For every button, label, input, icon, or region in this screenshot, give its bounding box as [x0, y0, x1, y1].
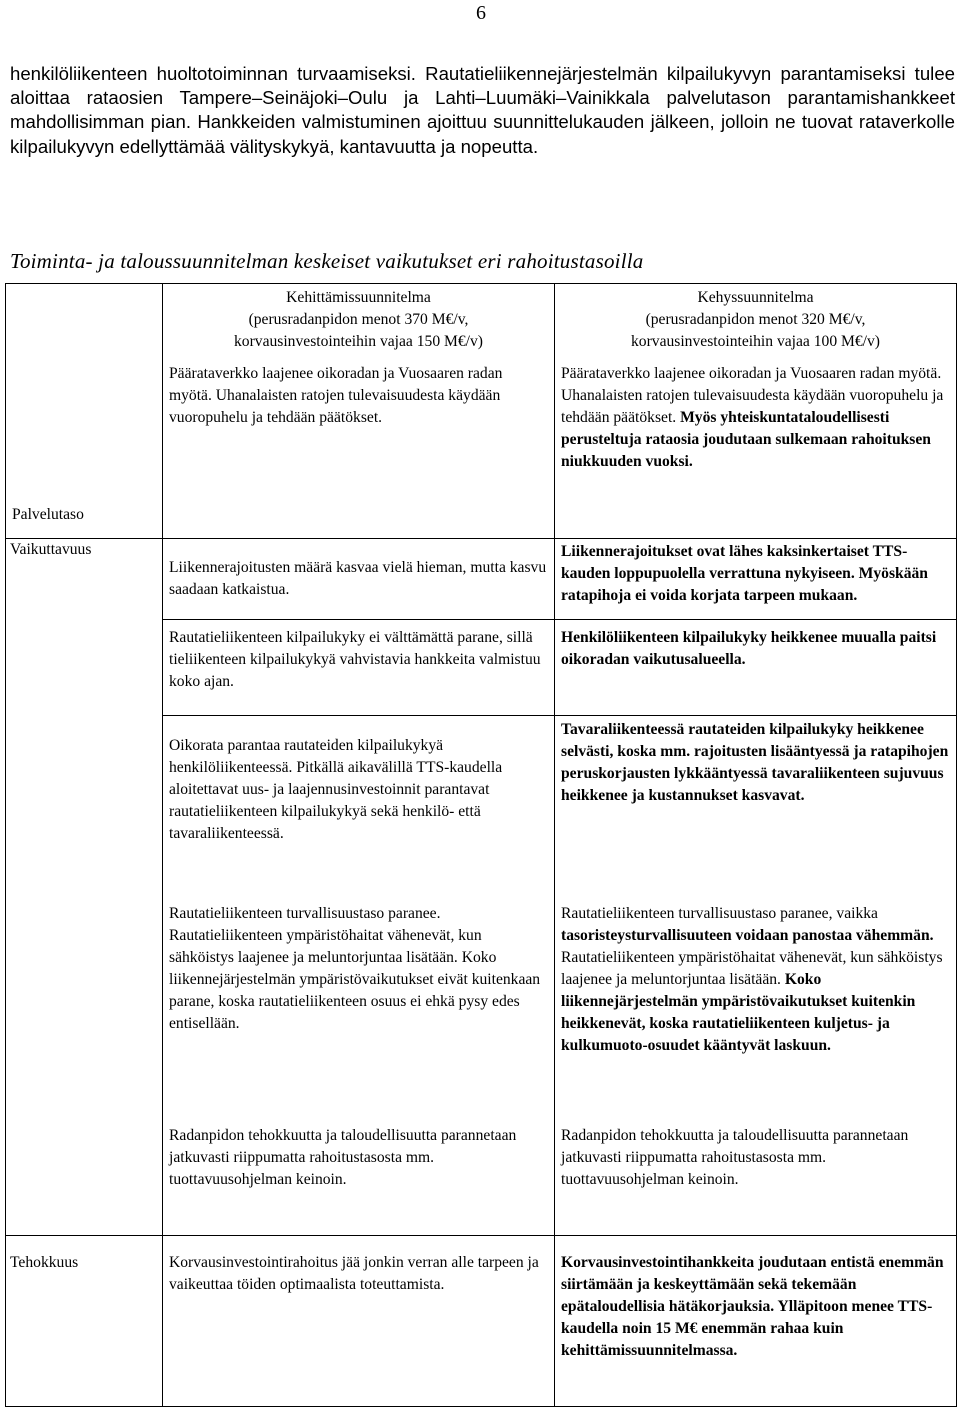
page-number: 6: [476, 2, 486, 24]
cell-kehys-vaikuttavuus: [555, 538, 957, 1235]
row-label-tehokkuus: Tehokkuus: [6, 1236, 163, 1407]
intro-paragraph: henkilöliikenteen huoltotoiminnan turvaamiseksi. Rautatieliikennejärjestelmän kilpailukyvyn parantamiseksi tulee aloittaa rataosien Tampere–Seinäjoki–Oulu ja Lahti–Luumäki–Vainikkala palvelutason parantamishankkeet mahdollisimman pian. Hankkeiden valmistuminen ajoittuu suunnittelukauden jälkeen, jolloin ne tuovat rataverkolle kilpailukyvyn edellyttämää välityskykyä, kantavuutta ja nopeutta.: [10, 63, 955, 157]
cell-text: Radanpidon tehokkuutta ja taloudellisuutta parannetaan jatkuvasti riippumatta rahoitustasosta mm. tuottavuusohjelman keinoin.: [561, 1126, 909, 1188]
cell-kehys-tehokkuus: [555, 1236, 957, 1407]
cell-text: Liikennerajoitukset ovat lähes kaksinkertaiset TTS-kauden loppupuolella verrattuna nykyiseen. Myöskään ratapihoja ei voida korjata tarpeen mukaan.: [561, 542, 928, 604]
divider: [554, 619, 957, 620]
table-row: [6, 284, 957, 539]
cell-text: Radanpidon tehokkuutta ja taloudellisuutta parannetaan jatkuvasti riippumatta rahoitustasosta mm. tuottavuusohjelman keinoin.: [169, 1126, 517, 1188]
cell-text: Rautatieliikenteen kilpailukyky ei välttämättä parane, sillä tieliikenteen kilpailukykyä vahvistavia hankkeita valmistuu koko ajan.: [169, 628, 541, 690]
table-row: [6, 1236, 957, 1407]
column-header-kehittamis: Kehittämissuunnitelma (perusradanpidon menot 370 M€/v, korvausinvestointeihin vajaa 150 M€/v): [233, 289, 484, 350]
cell-kehys-palvelutaso: [555, 284, 957, 539]
cell-text: Oikorata parantaa rautateiden kilpailukykyä henkilöliikenteessä. Pitkällä aikavälillä TTS-kaudella aloitettavat uus- ja laajennusinvestoinnit parantavat rautatieliikenteen kilpailukykyä sekä henkilö- että tavaraliikenteessä.: [169, 736, 503, 842]
row-label-palvelutaso: Palvelutaso: [6, 284, 163, 539]
cell-text: Henkilöliikenteen kilpailukyky heikkenee muualla paitsi oikoradan vaikutusalueella.: [561, 628, 937, 668]
cell-text: Rautatieliikenteen turvallisuustaso paranee, vaikka tasoristeysturvallisuuteen voidaan panostaa vähemmän. Rautatieliikenteen ympäristöhaitat vähenevät, kun sähköistys laajenee ja meluntorjuntaa lisätään. Koko liikennejärjestelmän ympäristövaikutukset kuitenkin heikkenevät, koska rautatieliikenteen kuljetus- ja kulkumuoto-osuudet kääntyvät laskuun.: [561, 904, 943, 1054]
cell-text: Rautatieliikenteen turvallisuustaso paranee. Rautatieliikenteen ympäristöhaitat vähenevät, kun sähköistys laajenee ja meluntorjuntaa lisätään. Koko liikennejärjestelmän ympäristövaikutukset eivät kuitenkaan parane, koska rautatieliikenteen osuus ei ehkä pysy edes entisellään.: [169, 904, 541, 1032]
cell-text: Liikennerajoitusten määrä kasvaa vielä hieman, mutta kasvu saadaan katkaistua.: [169, 558, 547, 598]
column-header-kehys: Kehyssuunnitelma (perusradanpidon menot 320 M€/v, korvausinvestointeihin vajaa 100 M€/v): [630, 289, 881, 350]
cell-kehittamis-tehokkuus: [163, 1236, 555, 1407]
divider: [554, 715, 957, 716]
divider: [162, 619, 555, 620]
table-row: [6, 538, 957, 1235]
cell-kehittamis-vaikuttavuus: [163, 538, 555, 1235]
impact-table: [5, 283, 957, 1407]
cell-text: Korvausinvestointihankkeita joudutaan entistä enemmän siirtämään ja keskeyttämään sekä tekemään epätaloudellisia hätäkorjauksia. Ylläpitoon menee TTS-kaudella noin 15 M€ enemmän rahaa kuin kehittämissuunnitelmassa.: [561, 1254, 944, 1360]
cell-text: Päärataverkko laajenee oikoradan ja Vuosaaren radan myötä. Uhanalaisten ratojen tulevaisuudesta käydään vuoropuhelu ja tehdään päätökset. Myös yhteiskuntataloudellisesti perusteltuja rataosia joudutaan sulkemaan rahoituksen niukkuuden vuoksi.: [561, 365, 944, 470]
cell-kehittamis-palvelutaso: [163, 284, 555, 539]
cell-text: Päärataverkko laajenee oikoradan ja Vuosaaren radan myötä. Uhanalaisten ratojen tulevaisuudesta käydään vuoropuhelu ja tehdään päätökset.: [169, 365, 503, 426]
row-label-vaikuttavuus: Vaikuttavuus: [6, 538, 163, 1235]
divider: [162, 715, 555, 716]
cell-text: Korvausinvestointirahoitus jää jonkin verran alle tarpeen ja vaikeuttaa töiden optimaalista toteuttamista.: [169, 1254, 539, 1294]
section-title: Toiminta- ja taloussuunnitelman keskeiset vaikutukset eri rahoitustasoilla: [10, 249, 644, 273]
cell-text: Tavaraliikenteessä rautateiden kilpailukyky heikkenee selvästi, koska mm. rajoitusten lisääntyessä ja ratapihojen peruskorjausten lykkääntyessä tavaraliikenteen sujuvuus heikkenee ja kustannukset kasvavat.: [561, 720, 949, 804]
